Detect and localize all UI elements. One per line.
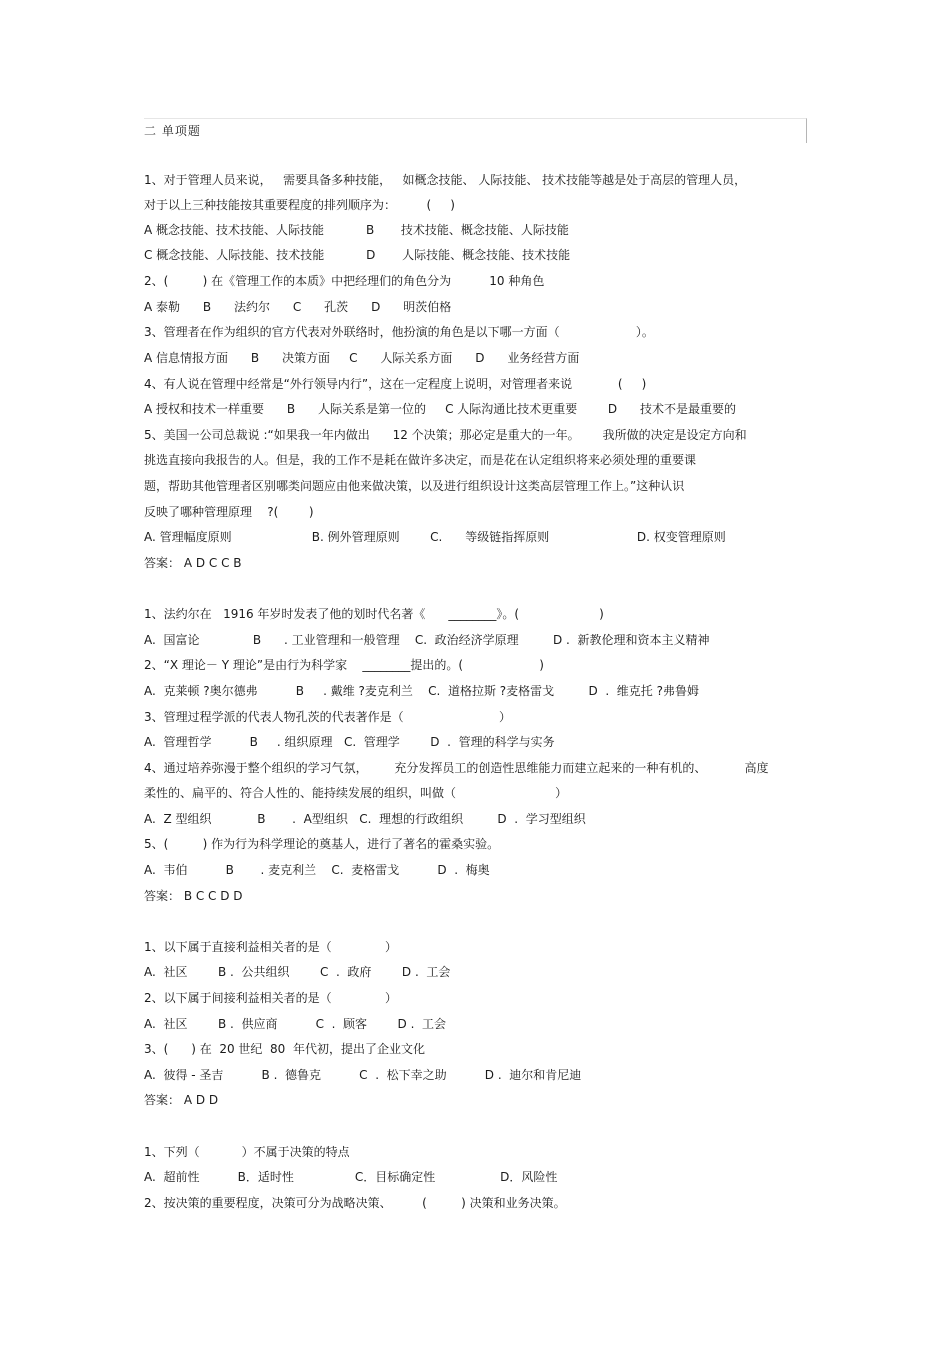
text-line: 2、“X 理论－ Y 理论”是由行为科学家 ________提出的。( ) [144, 658, 544, 672]
text-line: A. 社区 B . 供应商 C . 顾客 D . 工会 [144, 1017, 447, 1031]
text-line: 挑选直接向我报告的人。但是，我的工作不是耗在做许多决定，而是花在认定组织将来必须处理的重要课 [144, 453, 697, 467]
text-line: 3、管理过程学派的代表人物孔茨的代表著作是（ ） [144, 710, 511, 724]
text-line: 3、管理者在作为组织的官方代表对外联络时，他扮演的角色是以下哪一方面（ ）。 [144, 325, 654, 339]
text-line: 1、下列（ ）不属于决策的特点 [144, 1145, 350, 1159]
text-line: A 授权和技术一样重要 B 人际关系是第一位的 C 人际沟通比技术更重要 D 技术不是最重要的 [144, 402, 736, 416]
text-line: 2、按决策的重要程度，决策可分为战略决策、 ( ) 决策和业务决策。 [144, 1196, 566, 1210]
text-line: A. 彼得 - 圣吉 B . 德鲁克 C . 松下幸之助 D . 迪尔和肯尼迪 [144, 1068, 582, 1082]
text-line: A. 管理幅度原则 B. 例外管理原则 C. 等级链指挥原则 D. 权变管理原则 [144, 530, 726, 544]
text-line: 2、( ) 在《管理工作的本质》中把经理们的角色分为 10 种角色 [144, 274, 545, 288]
text-line: 3、( ) 在 20 世纪 80 年代初，提出了企业文化 [144, 1042, 425, 1056]
section-header-frame [144, 118, 807, 143]
text-line: A. 克莱顿 ?奥尔德弗 B . 戴维 ?麦克利兰 C. 道格拉斯 ?麦格雷戈 D . 维克托 ?弗鲁姆 [144, 684, 699, 698]
text-line: A. 国富论 B . 工业管理和一般管理 C. 政治经济学原理 D . 新教伦理和资本主义精神 [144, 633, 710, 647]
text-line: 对于以上三种技能按其重要程度的排列顺序为： ( ) [144, 198, 455, 212]
text-line: 柔性的、扁平的、符合人性的、能持续发展的组织，叫做（ ） [144, 786, 568, 800]
text-line: 答案： B C C D D [144, 889, 243, 903]
text-line: A 概念技能、技术技能、人际技能 B 技术技能、概念技能、人际技能 [144, 223, 569, 237]
text-line: 1、法约尔在 1916 年岁时发表了他的划时代名著《 ________》。( ) [144, 607, 604, 621]
text-line: A. 超前性 B．适时性 C．目标确定性 D．风险性 [144, 1170, 558, 1184]
text-line: A. Z 型组织 B . A型组织 C. 理想的行政组织 D . 学习型组织 [144, 812, 586, 826]
text-line: C 概念技能、人际技能、技术技能 D 人际技能、概念技能、技术技能 [144, 248, 571, 262]
text-line: 答案： A D D [144, 1093, 219, 1107]
text-line: A. 管理哲学 B . 组织原理 C. 管理学 D . 管理的科学与实务 [144, 735, 555, 749]
text-line: 反映了哪种管理原理 ?( ) [144, 505, 314, 519]
text-line: 题，帮助其他管理者区别哪类问题应由他来做决策，以及进行组织设计这类高层管理工作上。”这种认识 [144, 479, 685, 493]
text-line: A 信息情报方面 B 决策方面 C 人际关系方面 D 业务经营方面 [144, 351, 580, 365]
text-line: 1、以下属于直接利益相关者的是（ ） [144, 940, 398, 954]
text-line: A 泰勒 B 法约尔 C 孔茨 D 明茨伯格 [144, 300, 452, 314]
text-line: 5、( ) 作为行为科学理论的奠基人，进行了著名的霍桑实验。 [144, 837, 500, 851]
text-line: 1、对于管理人员来说， 需要具备多种技能， 如概念技能、 人际技能、 技术技能等越是处于高层的管理人员， [144, 173, 747, 187]
section-title: 二 单项题 [144, 124, 201, 138]
text-line: A. 社区 B . 公共组织 C . 政府 D . 工会 [144, 965, 451, 979]
text-line: 2、以下属于间接利益相关者的是（ ） [144, 991, 398, 1005]
text-line: 5、美国一公司总裁说 :“如果我一年内做出 12 个决策；那必定是重大的一年。 我所做的决定是设定方向和 [144, 428, 747, 442]
text-line: 4、有人说在管理中经常是“外行领导内行”，这在一定程度上说明，对管理者来说 ( ) [144, 377, 647, 391]
text-line: A. 韦伯 B . 麦克利兰 C. 麦格雷戈 D . 梅奥 [144, 863, 490, 877]
text-line: 答案： A D C C B [144, 556, 242, 570]
text-line: 4、通过培养弥漫于整个组织的学习气氛， 充分发挥员工的创造性思维能力而建立起来的一种有机的、 高度 [144, 761, 769, 775]
